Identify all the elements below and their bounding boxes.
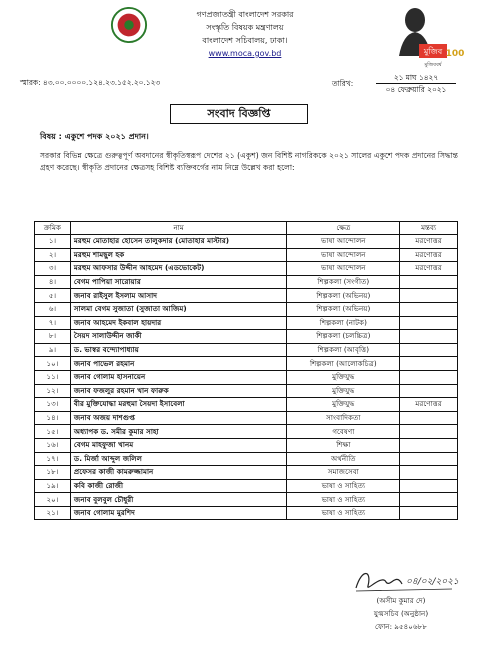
serial-cell: ৬। [35,302,71,316]
logo-number: 100 [445,49,465,59]
serial-cell: ২০। [35,493,71,507]
table-row [35,452,458,466]
name-cell: বীর মুক্তিযোদ্ধা মরহুমা সৈয়দা ইসাবেলা [70,398,287,412]
serial-cell: ১৩। [35,398,71,412]
remark-cell [400,384,458,398]
field-cell: শিক্ষা [287,438,400,452]
name-cell: মরহুম মোতাহার হোসেন তালুকদার (মোতাহার মাস্টার) [70,235,287,249]
field-cell: ভাষা ও সাহিত্য [287,493,400,507]
signature-scribble [352,564,470,594]
remark-cell [400,357,458,371]
remark-cell [400,330,458,344]
table-row [35,384,458,398]
table-row [35,357,458,371]
remark-cell: মরণোত্তর [400,235,458,249]
remark-cell: মরণোত্তর [400,398,458,412]
table-row [35,262,458,276]
remark-cell [400,411,458,425]
name-cell: জনাব অজয় দাশগুপ্ত [70,411,287,425]
remark-cell [400,466,458,480]
serial-cell: ১১। [35,370,71,384]
awardee-table [34,221,458,520]
table-row [35,343,458,357]
field-cell: গবেষণা [287,425,400,439]
field-cell: ভাষা আন্দোলন [287,262,400,276]
page-title: সংবাদ বিজ্ঞপ্তি [170,104,308,124]
name-cell: জনাব গোলাম হাসনায়েন [70,370,287,384]
remark-cell [400,289,458,303]
name-cell: সালমা বেগম সুজাতা (সুজাতা আজিম) [70,302,287,316]
field-cell: অর্থনীতি [287,452,400,466]
letterhead-line-2: সংস্কৃতি বিষয়ক মন্ত্রণালয় [206,23,284,32]
serial-cell: ৯। [35,343,71,357]
table-row [35,275,458,289]
remark-cell [400,316,458,330]
field-cell: মুক্তিযুদ্ধ [287,398,400,412]
remark-cell [400,506,458,520]
name-cell: সৈয়দ সালাউদ্দীন জাকী [70,330,287,344]
table-row [35,289,458,303]
mujib-borsho-logo [393,4,467,70]
date-bangla: ২১ মাঘ ১৪২৭ [393,73,439,82]
subject-line: বিষয় : একুশে পদক ২০২১ প্রদান। [40,132,149,141]
table-row [35,493,458,507]
table-header-row [35,222,458,235]
field-cell: শিল্পকলা (আলোকচিত্র) [287,357,400,371]
signatory-designation: যুগ্মসচিব (অনুষ্ঠান) [373,609,429,618]
field-cell: ভাষা আন্দোলন [287,248,400,262]
field-cell: শিল্পকলা (অভিনয়) [287,302,400,316]
field-cell: শিল্পকলা (আবৃত্তি) [287,343,400,357]
remark-cell: মরণোত্তর [400,248,458,262]
remark-cell [400,479,458,493]
table-row [35,506,458,520]
field-cell: শিল্পকলা (অভিনয়) [287,289,400,303]
name-cell: বেগম পাপিয়া সারোয়ার [70,275,287,289]
name-cell: প্রফেসর কাজী কামরুজ্জামান [70,466,287,480]
table-row [35,248,458,262]
name-cell: বেগম মাহফুজা খানম [70,438,287,452]
body-paragraph: সরকার বিভিন্ন ক্ষেত্রে গুরুত্বপূর্ণ অবদানের স্বীকৃতিস্বরূপ দেশের ২১ (একুশ) জন বিশিষ্ট নাগরিককে ২০২১ সালের একুশে পদক প্রদানের সিদ্ধান্ত গ্রহণ করেছে। স্বীকৃতি প্রদানের ক্ষেত্রসহ বিশিষ্ট ব্যক্তিবর্গের নাম নিম্নে উল্লেখ করা হলো: [40,151,458,173]
serial-cell: ২১। [35,506,71,520]
date-english: ০৪ ফেব্রুয়ারি ২০২১ [385,85,447,94]
field-cell: শিল্পকলা (সংগীত) [287,275,400,289]
serial-cell: ৮। [35,330,71,344]
name-cell: ড. ভাস্বর বন্দ্যোপাধ্যায় [70,343,287,357]
serial-cell: ৫। [35,289,71,303]
table-row [35,425,458,439]
remark-cell [400,302,458,316]
name-cell: জনাব ফজলুর রহমান খান ফারুক [70,384,287,398]
table-row [35,479,458,493]
table-row [35,370,458,384]
serial-cell: ১৬। [35,438,71,452]
header-remark: মন্তব্য [400,222,458,235]
letterhead-line-3: বাংলাদেশ সচিবালয়, ঢাকা। [202,36,288,45]
field-cell: মুক্তিযুদ্ধ [287,384,400,398]
date-block [372,72,460,95]
serial-cell: ৩। [35,262,71,276]
table-row [35,466,458,480]
name-cell: জনাব গোলাম মুরশিদ [70,506,287,520]
table-row [35,411,458,425]
name-cell: জনাব পাভেল রহমান [70,357,287,371]
name-cell: মরহুম শামছুল হক [70,248,287,262]
remark-cell: মরণোত্তর [400,262,458,276]
table-row [35,316,458,330]
serial-cell: ১৯। [35,479,71,493]
name-cell: জনাব রাইসুল ইসলাম আসাদ [70,289,287,303]
name-cell: মরহুম আফসার উদ্দীন আহমেদ (এডভোকেট) [70,262,287,276]
signatory-block [346,594,456,633]
remark-cell [400,425,458,439]
name-cell: কবি কাজী রোজী [70,479,287,493]
header-serial: ক্রমিক [35,222,71,235]
serial-cell: ১৫। [35,425,71,439]
field-cell: ভাষা ও সাহিত্য [287,506,400,520]
name-cell: অধ্যাপক ড. সমীর কুমার সাহা [70,425,287,439]
table-row [35,302,458,316]
letterhead [150,8,340,60]
date-label: তারিখ: [332,79,354,88]
serial-cell: ১০। [35,357,71,371]
logo-text: মুজিব [423,47,443,56]
table-row [35,235,458,249]
table-row [35,398,458,412]
signatory-phone: ফোন: ৯৫৪০৬৮৮ [375,622,427,631]
name-cell: জনাব বুলবুল চৌধুরী [70,493,287,507]
logo-subtext: মুজিববর্ষ [424,62,442,68]
memo-number: স্মারক: ৪৩.০০.০০০০.১২৪.২৩.১৫২.২০.১২৩ [20,78,161,87]
table-row [35,438,458,452]
field-cell: ভাষা আন্দোলন [287,235,400,249]
website-link[interactable]: www.moca.gov.bd [208,49,282,58]
serial-cell: ১। [35,235,71,249]
table-row [35,330,458,344]
remark-cell [400,493,458,507]
field-cell: সমাজসেবা [287,466,400,480]
signature-date: ০৪/০২/২০২১ [406,577,459,587]
serial-cell: ৪। [35,275,71,289]
field-cell: মুক্তিযুদ্ধ [287,370,400,384]
remark-cell [400,275,458,289]
serial-cell: ৭। [35,316,71,330]
remark-cell [400,343,458,357]
government-emblem-icon [110,6,148,44]
field-cell: শিল্পকলা (নাটক) [287,316,400,330]
name-cell: ড. মির্জা আব্দুল জলিল [70,452,287,466]
header-name: নাম [70,222,287,235]
remark-cell [400,370,458,384]
letterhead-line-1: গণপ্রজাতন্ত্রী বাংলাদেশ সরকার [196,10,294,19]
serial-cell: ২। [35,248,71,262]
serial-cell: ১৭। [35,452,71,466]
name-cell: জনাব আহমেদ ইকবাল হায়দার [70,316,287,330]
remark-cell [400,438,458,452]
remark-cell [400,452,458,466]
field-cell: শিল্পকলা (চলচ্চিত্র) [287,330,400,344]
serial-cell: ১৪। [35,411,71,425]
signatory-name: (অসীম কুমার দে) [376,596,426,605]
field-cell: সাংবাদিকতা [287,411,400,425]
serial-cell: ১২। [35,384,71,398]
field-cell: ভাষা ও সাহিত্য [287,479,400,493]
serial-cell: ১৮। [35,466,71,480]
header-field: ক্ষেত্র [287,222,400,235]
